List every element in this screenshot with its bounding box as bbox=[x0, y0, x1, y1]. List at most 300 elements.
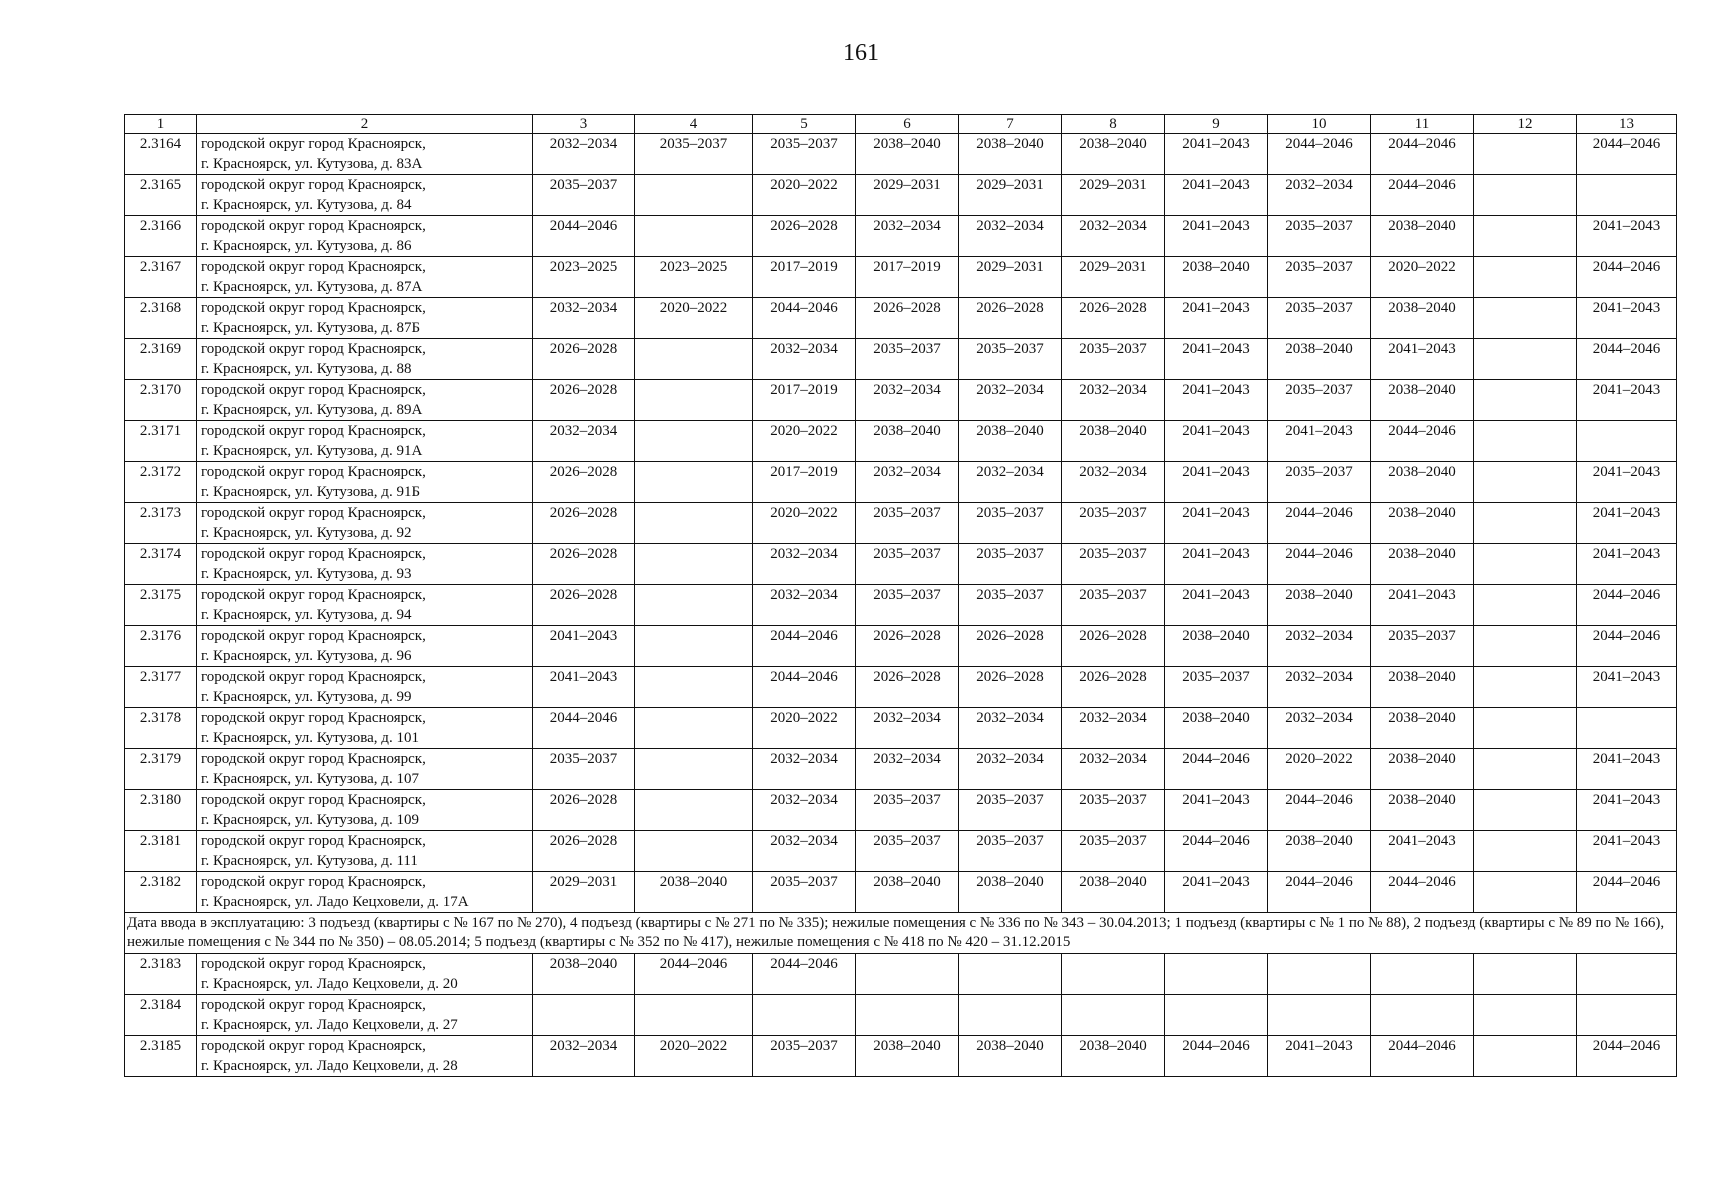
period-cell-col-13: 2044–2046 bbox=[1577, 626, 1677, 667]
address-cell bbox=[197, 257, 533, 298]
period-cell-col-8 bbox=[1062, 995, 1165, 1036]
column-header-6: 6 bbox=[856, 115, 959, 134]
period-cell-col-8: 2038–2040 bbox=[1062, 421, 1165, 462]
column-header-13: 13 bbox=[1577, 115, 1677, 134]
period-cell-col-7 bbox=[959, 995, 1062, 1036]
period-cell-col-5: 2020–2022 bbox=[753, 421, 856, 462]
address-cell bbox=[197, 585, 533, 626]
period-cell-col-6: 2032–2034 bbox=[856, 749, 959, 790]
table-row bbox=[125, 626, 1677, 667]
period-cell-col-5: 2017–2019 bbox=[753, 257, 856, 298]
period-cell-col-3: 2023–2025 bbox=[533, 257, 635, 298]
repair-schedule-table bbox=[124, 114, 1677, 1077]
period-cell-col-6: 2038–2040 bbox=[856, 1036, 959, 1077]
period-cell-col-9: 2041–2043 bbox=[1165, 790, 1268, 831]
period-cell-col-4: 2044–2046 bbox=[635, 954, 753, 995]
municipality-text: городской округ город Красноярск, bbox=[201, 792, 426, 808]
column-header-10: 10 bbox=[1268, 115, 1371, 134]
table-row bbox=[125, 954, 1677, 995]
row-number: 2.3164 bbox=[125, 134, 197, 175]
period-cell-col-12 bbox=[1474, 708, 1577, 749]
street-address-text: г. Красноярск, ул. Кутузова, д. 89А bbox=[201, 402, 423, 418]
period-cell-col-11: 2038–2040 bbox=[1371, 216, 1474, 257]
period-cell-col-3: 2041–2043 bbox=[533, 667, 635, 708]
address-cell bbox=[197, 544, 533, 585]
period-cell-col-5: 2044–2046 bbox=[753, 667, 856, 708]
period-cell-col-11: 2038–2040 bbox=[1371, 544, 1474, 585]
commissioning-note: Дата ввода в эксплуатацию: 3 подъезд (квартиры с № 167 по № 270), 4 подъезд (квартиры с № 271 по № 335); нежилые помещения с № 336 по № 343 – 30.04.2013; 1 подъезд (квартиры с № 1 по № 88), 2 подъезд (квартиры с № 89 по № 166), нежилые помещения с № 344 по № 350) – 08.05.2014; 5 подъезд (квартиры с № 352 по № 417), нежилые помещения с № 418 по № 420 – 31.12.2015 bbox=[125, 913, 1677, 954]
period-cell-col-13 bbox=[1577, 995, 1677, 1036]
municipality-text: городской округ город Красноярск, bbox=[201, 546, 426, 562]
period-cell-col-4 bbox=[635, 995, 753, 1036]
table-row bbox=[125, 216, 1677, 257]
period-cell-col-9: 2041–2043 bbox=[1165, 380, 1268, 421]
street-address-text: г. Красноярск, ул. Кутузова, д. 91Б bbox=[201, 484, 421, 500]
period-cell-col-13: 2044–2046 bbox=[1577, 339, 1677, 380]
period-cell-col-6 bbox=[856, 995, 959, 1036]
column-header-9: 9 bbox=[1165, 115, 1268, 134]
period-cell-col-12 bbox=[1474, 626, 1577, 667]
period-cell-col-5: 2035–2037 bbox=[753, 1036, 856, 1077]
period-cell-col-7: 2035–2037 bbox=[959, 831, 1062, 872]
period-cell-col-7: 2038–2040 bbox=[959, 421, 1062, 462]
address-cell bbox=[197, 421, 533, 462]
municipality-text: городской округ город Красноярск, bbox=[201, 464, 426, 480]
street-address-text: г. Красноярск, ул. Кутузова, д. 92 bbox=[201, 525, 412, 541]
municipality-text: городской округ город Красноярск, bbox=[201, 505, 426, 521]
period-cell-col-5: 2020–2022 bbox=[753, 708, 856, 749]
address-cell bbox=[197, 749, 533, 790]
table-row bbox=[125, 749, 1677, 790]
table-row bbox=[125, 339, 1677, 380]
municipality-text: городской округ город Красноярск, bbox=[201, 587, 426, 603]
row-number: 2.3184 bbox=[125, 995, 197, 1036]
period-cell-col-8: 2035–2037 bbox=[1062, 503, 1165, 544]
period-cell-col-10: 2035–2037 bbox=[1268, 380, 1371, 421]
period-cell-col-11: 2038–2040 bbox=[1371, 298, 1474, 339]
period-cell-col-5: 2044–2046 bbox=[753, 954, 856, 995]
period-cell-col-13: 2041–2043 bbox=[1577, 503, 1677, 544]
period-cell-col-12 bbox=[1474, 1036, 1577, 1077]
address-cell bbox=[197, 134, 533, 175]
period-cell-col-6: 2026–2028 bbox=[856, 298, 959, 339]
period-cell-col-9: 2044–2046 bbox=[1165, 831, 1268, 872]
period-cell-col-10: 2044–2046 bbox=[1268, 503, 1371, 544]
row-number: 2.3169 bbox=[125, 339, 197, 380]
period-cell-col-3: 2035–2037 bbox=[533, 749, 635, 790]
period-cell-col-6: 2038–2040 bbox=[856, 134, 959, 175]
address-cell bbox=[197, 216, 533, 257]
row-number: 2.3175 bbox=[125, 585, 197, 626]
street-address-text: г. Красноярск, ул. Кутузова, д. 88 bbox=[201, 361, 412, 377]
period-cell-col-12 bbox=[1474, 134, 1577, 175]
period-cell-col-4 bbox=[635, 380, 753, 421]
period-cell-col-5: 2032–2034 bbox=[753, 339, 856, 380]
period-cell-col-7: 2035–2037 bbox=[959, 585, 1062, 626]
period-cell-col-6: 2035–2037 bbox=[856, 790, 959, 831]
street-address-text: г. Красноярск, ул. Кутузова, д. 94 bbox=[201, 607, 412, 623]
street-address-text: г. Красноярск, ул. Ладо Кецховели, д. 27 bbox=[201, 1017, 458, 1033]
period-cell-col-10: 2035–2037 bbox=[1268, 216, 1371, 257]
table-row bbox=[125, 257, 1677, 298]
street-address-text: г. Красноярск, ул. Кутузова, д. 83А bbox=[201, 156, 423, 172]
period-cell-col-10: 2032–2034 bbox=[1268, 626, 1371, 667]
period-cell-col-13: 2044–2046 bbox=[1577, 872, 1677, 913]
period-cell-col-5: 2032–2034 bbox=[753, 831, 856, 872]
table-body bbox=[125, 115, 1677, 1077]
period-cell-col-13 bbox=[1577, 175, 1677, 216]
period-cell-col-11: 2044–2046 bbox=[1371, 421, 1474, 462]
period-cell-col-9: 2041–2043 bbox=[1165, 503, 1268, 544]
period-cell-col-11: 2038–2040 bbox=[1371, 462, 1474, 503]
period-cell-col-4: 2035–2037 bbox=[635, 134, 753, 175]
period-cell-col-12 bbox=[1474, 503, 1577, 544]
address-cell bbox=[197, 872, 533, 913]
row-number: 2.3185 bbox=[125, 1036, 197, 1077]
period-cell-col-13: 2041–2043 bbox=[1577, 380, 1677, 421]
period-cell-col-4 bbox=[635, 749, 753, 790]
period-cell-col-13: 2041–2043 bbox=[1577, 790, 1677, 831]
row-number: 2.3176 bbox=[125, 626, 197, 667]
period-cell-col-4 bbox=[635, 421, 753, 462]
address-cell bbox=[197, 380, 533, 421]
table-row bbox=[125, 421, 1677, 462]
period-cell-col-4 bbox=[635, 339, 753, 380]
row-number: 2.3182 bbox=[125, 872, 197, 913]
period-cell-col-12 bbox=[1474, 339, 1577, 380]
period-cell-col-11 bbox=[1371, 954, 1474, 995]
period-cell-col-6: 2026–2028 bbox=[856, 667, 959, 708]
street-address-text: г. Красноярск, ул. Кутузова, д. 111 bbox=[201, 853, 418, 869]
street-address-text: г. Красноярск, ул. Ладо Кецховели, д. 17А bbox=[201, 894, 469, 910]
period-cell-col-13 bbox=[1577, 708, 1677, 749]
period-cell-col-4 bbox=[635, 708, 753, 749]
street-address-text: г. Красноярск, ул. Кутузова, д. 96 bbox=[201, 648, 412, 664]
period-cell-col-7: 2032–2034 bbox=[959, 380, 1062, 421]
period-cell-col-11: 2044–2046 bbox=[1371, 1036, 1474, 1077]
address-cell bbox=[197, 462, 533, 503]
period-cell-col-4: 2020–2022 bbox=[635, 1036, 753, 1077]
table-row bbox=[125, 995, 1677, 1036]
row-number: 2.3171 bbox=[125, 421, 197, 462]
period-cell-col-10: 2044–2046 bbox=[1268, 790, 1371, 831]
period-cell-col-10: 2035–2037 bbox=[1268, 257, 1371, 298]
row-number: 2.3177 bbox=[125, 667, 197, 708]
period-cell-col-5: 2032–2034 bbox=[753, 585, 856, 626]
period-cell-col-9: 2041–2043 bbox=[1165, 298, 1268, 339]
period-cell-col-13: 2041–2043 bbox=[1577, 298, 1677, 339]
period-cell-col-4 bbox=[635, 462, 753, 503]
period-cell-col-3: 2026–2028 bbox=[533, 462, 635, 503]
table-row bbox=[125, 667, 1677, 708]
period-cell-col-8: 2026–2028 bbox=[1062, 298, 1165, 339]
period-cell-col-7 bbox=[959, 954, 1062, 995]
period-cell-col-6: 2032–2034 bbox=[856, 216, 959, 257]
street-address-text: г. Красноярск, ул. Кутузова, д. 84 bbox=[201, 197, 412, 213]
period-cell-col-8: 2032–2034 bbox=[1062, 380, 1165, 421]
period-cell-col-5: 2026–2028 bbox=[753, 216, 856, 257]
period-cell-col-9: 2038–2040 bbox=[1165, 626, 1268, 667]
period-cell-col-13 bbox=[1577, 954, 1677, 995]
address-cell bbox=[197, 995, 533, 1036]
address-cell bbox=[197, 954, 533, 995]
period-cell-col-3: 2026–2028 bbox=[533, 831, 635, 872]
period-cell-col-11: 2020–2022 bbox=[1371, 257, 1474, 298]
address-cell bbox=[197, 339, 533, 380]
municipality-text: городской округ город Красноярск, bbox=[201, 341, 426, 357]
period-cell-col-3: 2026–2028 bbox=[533, 544, 635, 585]
period-cell-col-3: 2032–2034 bbox=[533, 1036, 635, 1077]
row-number: 2.3174 bbox=[125, 544, 197, 585]
period-cell-col-5: 2020–2022 bbox=[753, 503, 856, 544]
period-cell-col-8: 2032–2034 bbox=[1062, 749, 1165, 790]
period-cell-col-3: 2032–2034 bbox=[533, 421, 635, 462]
period-cell-col-5: 2044–2046 bbox=[753, 626, 856, 667]
period-cell-col-8: 2026–2028 bbox=[1062, 667, 1165, 708]
period-cell-col-3: 2026–2028 bbox=[533, 585, 635, 626]
period-cell-col-8: 2038–2040 bbox=[1062, 134, 1165, 175]
period-cell-col-10 bbox=[1268, 995, 1371, 1036]
period-cell-col-9: 2041–2043 bbox=[1165, 585, 1268, 626]
period-cell-col-10: 2044–2046 bbox=[1268, 544, 1371, 585]
period-cell-col-12 bbox=[1474, 667, 1577, 708]
period-cell-col-4 bbox=[635, 831, 753, 872]
period-cell-col-11: 2038–2040 bbox=[1371, 503, 1474, 544]
period-cell-col-4: 2020–2022 bbox=[635, 298, 753, 339]
period-cell-col-11: 2044–2046 bbox=[1371, 175, 1474, 216]
period-cell-col-5: 2017–2019 bbox=[753, 462, 856, 503]
period-cell-col-5: 2032–2034 bbox=[753, 749, 856, 790]
period-cell-col-6: 2038–2040 bbox=[856, 872, 959, 913]
street-address-text: г. Красноярск, ул. Кутузова, д. 109 bbox=[201, 812, 419, 828]
period-cell-col-3: 2044–2046 bbox=[533, 708, 635, 749]
row-number: 2.3168 bbox=[125, 298, 197, 339]
municipality-text: городской округ город Красноярск, bbox=[201, 1038, 426, 1054]
column-header-5: 5 bbox=[753, 115, 856, 134]
period-cell-col-6: 2035–2037 bbox=[856, 831, 959, 872]
column-header-1: 1 bbox=[125, 115, 197, 134]
period-cell-col-8: 2035–2037 bbox=[1062, 544, 1165, 585]
period-cell-col-4 bbox=[635, 790, 753, 831]
period-cell-col-9: 2041–2043 bbox=[1165, 175, 1268, 216]
period-cell-col-10: 2041–2043 bbox=[1268, 1036, 1371, 1077]
page-number: 161 bbox=[843, 40, 879, 66]
municipality-text: городской округ город Красноярск, bbox=[201, 956, 426, 972]
column-header-7: 7 bbox=[959, 115, 1062, 134]
period-cell-col-4 bbox=[635, 544, 753, 585]
period-cell-col-7: 2026–2028 bbox=[959, 626, 1062, 667]
address-cell bbox=[197, 175, 533, 216]
table-row bbox=[125, 134, 1677, 175]
municipality-text: городской округ город Красноярск, bbox=[201, 177, 426, 193]
row-number: 2.3170 bbox=[125, 380, 197, 421]
period-cell-col-11: 2041–2043 bbox=[1371, 585, 1474, 626]
address-cell bbox=[197, 708, 533, 749]
period-cell-col-13: 2044–2046 bbox=[1577, 257, 1677, 298]
table-row bbox=[125, 544, 1677, 585]
row-number: 2.3167 bbox=[125, 257, 197, 298]
row-number: 2.3179 bbox=[125, 749, 197, 790]
address-cell bbox=[197, 503, 533, 544]
table-row bbox=[125, 298, 1677, 339]
period-cell-col-12 bbox=[1474, 257, 1577, 298]
period-cell-col-7: 2038–2040 bbox=[959, 1036, 1062, 1077]
table-row bbox=[125, 790, 1677, 831]
table-row bbox=[125, 708, 1677, 749]
period-cell-col-6 bbox=[856, 954, 959, 995]
street-address-text: г. Красноярск, ул. Кутузова, д. 87А bbox=[201, 279, 423, 295]
address-cell bbox=[197, 626, 533, 667]
period-cell-col-8: 2029–2031 bbox=[1062, 257, 1165, 298]
period-cell-col-11: 2038–2040 bbox=[1371, 667, 1474, 708]
period-cell-col-13: 2044–2046 bbox=[1577, 585, 1677, 626]
period-cell-col-10: 2020–2022 bbox=[1268, 749, 1371, 790]
period-cell-col-10: 2044–2046 bbox=[1268, 872, 1371, 913]
period-cell-col-9: 2035–2037 bbox=[1165, 667, 1268, 708]
period-cell-col-8: 2038–2040 bbox=[1062, 1036, 1165, 1077]
period-cell-col-9 bbox=[1165, 954, 1268, 995]
period-cell-col-5: 2044–2046 bbox=[753, 298, 856, 339]
period-cell-col-11: 2038–2040 bbox=[1371, 790, 1474, 831]
period-cell-col-7: 2035–2037 bbox=[959, 339, 1062, 380]
period-cell-col-3: 2029–2031 bbox=[533, 872, 635, 913]
period-cell-col-10: 2041–2043 bbox=[1268, 421, 1371, 462]
period-cell-col-3: 2032–2034 bbox=[533, 298, 635, 339]
period-cell-col-12 bbox=[1474, 544, 1577, 585]
period-cell-col-9: 2041–2043 bbox=[1165, 134, 1268, 175]
period-cell-col-3: 2026–2028 bbox=[533, 380, 635, 421]
period-cell-col-5: 2017–2019 bbox=[753, 380, 856, 421]
period-cell-col-7: 2032–2034 bbox=[959, 708, 1062, 749]
period-cell-col-12 bbox=[1474, 175, 1577, 216]
period-cell-col-7: 2035–2037 bbox=[959, 503, 1062, 544]
period-cell-col-11: 2038–2040 bbox=[1371, 749, 1474, 790]
period-cell-col-10: 2038–2040 bbox=[1268, 339, 1371, 380]
period-cell-col-9: 2038–2040 bbox=[1165, 257, 1268, 298]
street-address-text: г. Красноярск, ул. Кутузова, д. 107 bbox=[201, 771, 419, 787]
period-cell-col-3 bbox=[533, 995, 635, 1036]
period-cell-col-5: 2032–2034 bbox=[753, 544, 856, 585]
period-cell-col-8 bbox=[1062, 954, 1165, 995]
period-cell-col-8: 2035–2037 bbox=[1062, 831, 1165, 872]
table-row bbox=[125, 462, 1677, 503]
column-header-11: 11 bbox=[1371, 115, 1474, 134]
period-cell-col-11: 2044–2046 bbox=[1371, 872, 1474, 913]
period-cell-col-4 bbox=[635, 626, 753, 667]
column-header-8: 8 bbox=[1062, 115, 1165, 134]
street-address-text: г. Красноярск, ул. Кутузова, д. 93 bbox=[201, 566, 412, 582]
period-cell-col-7: 2038–2040 bbox=[959, 872, 1062, 913]
period-cell-col-7: 2026–2028 bbox=[959, 667, 1062, 708]
table-row bbox=[125, 585, 1677, 626]
period-cell-col-4 bbox=[635, 585, 753, 626]
period-cell-col-13 bbox=[1577, 421, 1677, 462]
street-address-text: г. Красноярск, ул. Ладо Кецховели, д. 28 bbox=[201, 1058, 458, 1074]
period-cell-col-3: 2044–2046 bbox=[533, 216, 635, 257]
period-cell-col-12 bbox=[1474, 298, 1577, 339]
period-cell-col-12 bbox=[1474, 585, 1577, 626]
period-cell-col-10 bbox=[1268, 954, 1371, 995]
period-cell-col-11: 2038–2040 bbox=[1371, 380, 1474, 421]
period-cell-col-10: 2044–2046 bbox=[1268, 134, 1371, 175]
row-number: 2.3183 bbox=[125, 954, 197, 995]
period-cell-col-11: 2041–2043 bbox=[1371, 339, 1474, 380]
period-cell-col-4: 2038–2040 bbox=[635, 872, 753, 913]
period-cell-col-12 bbox=[1474, 462, 1577, 503]
period-cell-col-3: 2026–2028 bbox=[533, 339, 635, 380]
street-address-text: г. Красноярск, ул. Кутузова, д. 91А bbox=[201, 443, 423, 459]
period-cell-col-13: 2044–2046 bbox=[1577, 1036, 1677, 1077]
period-cell-col-10: 2032–2034 bbox=[1268, 175, 1371, 216]
period-cell-col-10: 2032–2034 bbox=[1268, 708, 1371, 749]
period-cell-col-5: 2020–2022 bbox=[753, 175, 856, 216]
period-cell-col-9: 2044–2046 bbox=[1165, 1036, 1268, 1077]
municipality-text: городской округ город Красноярск, bbox=[201, 136, 426, 152]
period-cell-col-6: 2035–2037 bbox=[856, 585, 959, 626]
period-cell-col-3: 2026–2028 bbox=[533, 790, 635, 831]
period-cell-col-8: 2026–2028 bbox=[1062, 626, 1165, 667]
period-cell-col-6: 2032–2034 bbox=[856, 462, 959, 503]
period-cell-col-4 bbox=[635, 175, 753, 216]
table-row bbox=[125, 872, 1677, 913]
period-cell-col-3: 2026–2028 bbox=[533, 503, 635, 544]
column-header-2: 2 bbox=[197, 115, 533, 134]
period-cell-col-12 bbox=[1474, 421, 1577, 462]
period-cell-col-13: 2041–2043 bbox=[1577, 462, 1677, 503]
period-cell-col-12 bbox=[1474, 872, 1577, 913]
period-cell-col-12 bbox=[1474, 954, 1577, 995]
row-number: 2.3165 bbox=[125, 175, 197, 216]
period-cell-col-12 bbox=[1474, 831, 1577, 872]
period-cell-col-10: 2032–2034 bbox=[1268, 667, 1371, 708]
period-cell-col-6: 2029–2031 bbox=[856, 175, 959, 216]
period-cell-col-13: 2041–2043 bbox=[1577, 667, 1677, 708]
municipality-text: городской округ город Красноярск, bbox=[201, 300, 426, 316]
street-address-text: г. Красноярск, ул. Кутузова, д. 86 bbox=[201, 238, 412, 254]
period-cell-col-8: 2032–2034 bbox=[1062, 462, 1165, 503]
period-cell-col-6: 2032–2034 bbox=[856, 380, 959, 421]
column-header-12: 12 bbox=[1474, 115, 1577, 134]
period-cell-col-10: 2035–2037 bbox=[1268, 462, 1371, 503]
municipality-text: городской округ город Красноярск, bbox=[201, 833, 426, 849]
municipality-text: городской округ город Красноярск, bbox=[201, 874, 426, 890]
commissioning-note-row bbox=[125, 913, 1677, 954]
table-row bbox=[125, 503, 1677, 544]
period-cell-col-8: 2035–2037 bbox=[1062, 339, 1165, 380]
address-cell bbox=[197, 667, 533, 708]
table-row bbox=[125, 831, 1677, 872]
period-cell-col-9: 2041–2043 bbox=[1165, 339, 1268, 380]
period-cell-col-6: 2026–2028 bbox=[856, 626, 959, 667]
period-cell-col-7: 2032–2034 bbox=[959, 216, 1062, 257]
column-header-4: 4 bbox=[635, 115, 753, 134]
period-cell-col-8: 2038–2040 bbox=[1062, 872, 1165, 913]
street-address-text: г. Красноярск, ул. Кутузова, д. 87Б bbox=[201, 320, 421, 336]
period-cell-col-13: 2041–2043 bbox=[1577, 216, 1677, 257]
period-cell-col-13: 2041–2043 bbox=[1577, 749, 1677, 790]
period-cell-col-8: 2035–2037 bbox=[1062, 585, 1165, 626]
period-cell-col-11 bbox=[1371, 995, 1474, 1036]
period-cell-col-6: 2038–2040 bbox=[856, 421, 959, 462]
period-cell-col-3: 2038–2040 bbox=[533, 954, 635, 995]
municipality-text: городской округ город Красноярск, bbox=[201, 997, 426, 1013]
period-cell-col-3: 2041–2043 bbox=[533, 626, 635, 667]
period-cell-col-7: 2035–2037 bbox=[959, 790, 1062, 831]
address-cell bbox=[197, 1036, 533, 1077]
period-cell-col-11: 2041–2043 bbox=[1371, 831, 1474, 872]
municipality-text: городской округ город Красноярск, bbox=[201, 710, 426, 726]
period-cell-col-4 bbox=[635, 667, 753, 708]
